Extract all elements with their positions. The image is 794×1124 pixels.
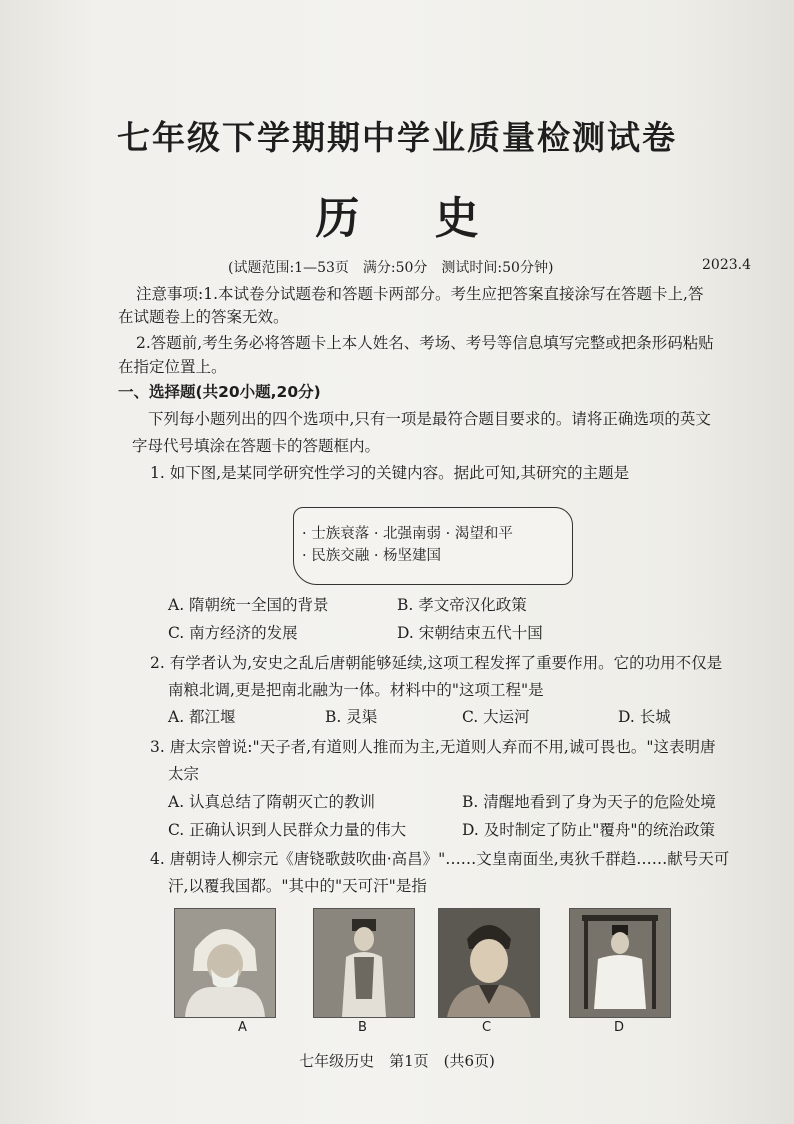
exam-date: 2023.4 <box>702 257 751 273</box>
section-heading: 一、选择题(共20小题,20分) <box>118 383 321 401</box>
question-1-stem: 1. 如下图,是某同学研究性学习的关键内容。据此可知,其研究的主题是 <box>150 464 630 482</box>
question-2-option-b[interactable]: B. 灵渠 <box>325 708 378 726</box>
portrait-c-figure <box>439 909 539 1017</box>
question-4-stem-2: 汗,以覆我国都。"其中的"天可汗"是指 <box>168 877 427 895</box>
question-1-option-c[interactable]: C. 南方经济的发展 <box>168 624 298 642</box>
portrait-d-image[interactable] <box>569 908 671 1018</box>
portrait-b-image[interactable] <box>313 908 415 1018</box>
keyword-box <box>293 507 573 585</box>
notice-line-4: 在指定位置上。 <box>118 358 227 376</box>
question-3-option-a[interactable]: A. 认真总结了隋朝灭亡的教训 <box>168 793 376 811</box>
keyword-row-2: · 民族交融 · 杨坚建国 <box>302 548 442 564</box>
notice-line-3: 2.答题前,考生务必将答题卡上本人姓名、考场、考号等信息填写完整或把条形码粘贴 <box>136 334 714 352</box>
exam-meta: (试题范围:1—53页 满分:50分 测试时间:50分钟) <box>228 260 554 276</box>
question-3-stem-2: 太宗 <box>168 765 200 783</box>
portrait-label-b: B <box>358 1020 367 1035</box>
portrait-b-figure <box>314 909 414 1017</box>
question-2-option-c[interactable]: C. 大运河 <box>462 708 530 726</box>
keyword-row-1: · 士族衰落 · 北强南弱 · 渴望和平 <box>302 526 513 542</box>
question-2-stem-2: 南粮北调,更是把南北融为一体。材料中的"这项工程"是 <box>168 681 544 699</box>
notice-line-1: 注意事项:1.本试卷分试题卷和答题卡两部分。考生应把答案直接涂写在答题卡上,答 <box>136 285 704 303</box>
section-instruction-2: 字母代号填涂在答题卡的答题框内。 <box>132 437 381 455</box>
question-3-option-d[interactable]: D. 及时制定了防止"覆舟"的统治政策 <box>462 821 715 839</box>
question-3-stem-1: 3. 唐太宗曾说:"天子者,有道则人推而为主,无道则人弃而不用,诚可畏也。"这表明唐 <box>150 738 716 756</box>
question-2-option-d[interactable]: D. 长城 <box>618 708 671 726</box>
question-1-option-b[interactable]: B. 孝文帝汉化政策 <box>397 596 527 614</box>
portrait-a-figure <box>175 909 275 1017</box>
subject-title: 历 史 <box>315 193 509 244</box>
portrait-label-c: C <box>482 1020 492 1035</box>
portrait-a-image[interactable] <box>174 908 276 1018</box>
portrait-label-a: A <box>238 1020 247 1035</box>
question-2-option-a[interactable]: A. 都江堰 <box>168 708 236 726</box>
question-1-option-a[interactable]: A. 隋朝统一全国的背景 <box>168 596 329 614</box>
question-3-option-c[interactable]: C. 正确认识到人民群众力量的伟大 <box>168 821 407 839</box>
section-instruction-1: 下列每小题列出的四个选项中,只有一项是最符合题目要求的。请将正确选项的英文 <box>148 410 711 428</box>
portrait-c-image[interactable] <box>438 908 540 1018</box>
question-2-stem-1: 2. 有学者认为,安史之乱后唐朝能够延续,这项工程发挥了重要作用。它的功用不仅是 <box>150 654 723 672</box>
question-4-stem-1: 4. 唐朝诗人柳宗元《唐铙歌鼓吹曲·高昌》"……文皇南面坐,夷狄千群趋……献号天可 <box>150 850 730 868</box>
page-footer: 七年级历史 第1页 (共6页) <box>299 1052 495 1070</box>
question-1-option-d[interactable]: D. 宋朝结束五代十国 <box>397 624 543 642</box>
portrait-d-figure <box>570 909 670 1017</box>
notice-line-2: 在试题卷上的答案无效。 <box>118 308 289 326</box>
portrait-label-d: D <box>614 1020 625 1035</box>
question-3-option-b[interactable]: B. 清醒地看到了身为天子的危险处境 <box>462 793 716 811</box>
exam-title: 七年级下学期期中学业质量检测试卷 <box>117 118 677 157</box>
